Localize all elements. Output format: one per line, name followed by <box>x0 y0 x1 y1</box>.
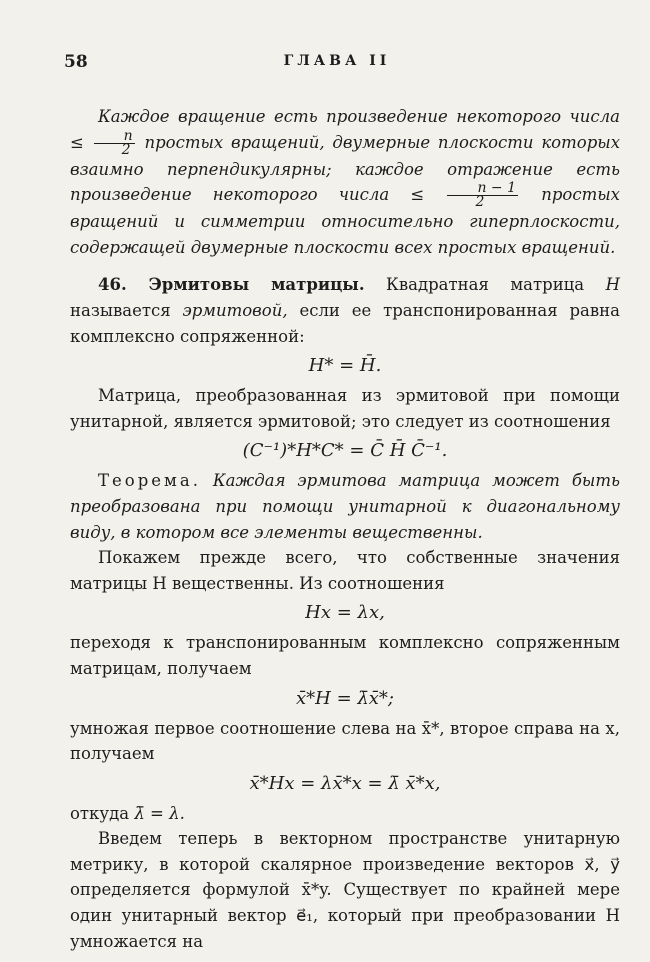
conclusion-text: откуда <box>70 803 130 823</box>
equation-product: x̄*Hx = λx̄*x = λ̄ x̄*x, <box>249 772 441 794</box>
fraction-denominator: 2 <box>121 141 131 158</box>
equation-unitary-transform: (C⁻¹)*H*C* = C̄ H̄ C̄⁻¹. <box>242 440 448 462</box>
fraction-n-minus-1-over-2 <box>447 182 518 209</box>
corollary-text-a: Каждое вращение есть произведение некоторого числа ≤ <box>70 107 620 152</box>
section-text-3: если ее транспонированная равна комплексно сопряженной: <box>70 300 621 346</box>
running-header <box>64 52 610 76</box>
proof-paragraph-2: переходя к транспонированным комплексно сопряженным матрицам, получаем <box>70 633 620 678</box>
section-46-intro <box>70 272 620 349</box>
corollary-text-b: простых вращений, двумерные плоскости которых взаимно перпендикулярны; каждое отражение есть произведение некоторого числа ≤ <box>70 132 620 205</box>
proof-conclusion <box>70 801 620 827</box>
section-text-1: Квадратная матрица <box>386 275 585 295</box>
theorem-label: Теорема. <box>98 471 201 491</box>
equation-hermitian-definition: H* = H̄. <box>308 355 382 377</box>
metric-paragraph: Введем теперь в векторном пространстве унитарную метрику, в которой скалярное произведение векторов x⃗, y⃗ определяется формулой x̄*y. Существует по крайней мере один унитарный вектор e⃗₁, который при преобразовании H умножается на <box>70 829 620 951</box>
proof-paragraph-3: умножая первое соотношение слева на x̄*, второе справа на x, получаем <box>70 718 620 764</box>
fraction-denominator: 2 <box>475 194 485 211</box>
proof-paragraph-1: Покажем прежде всего, что собственные значения матрицы H вещественны. Из соотношения <box>70 548 620 593</box>
theorem-text: Каждая эрмитова матрица может быть преобразована при помощи унитарной к диагональному виду, в котором все элементы вещественны. <box>70 471 620 542</box>
section-heading: 46. Эрмитовы матрицы. <box>98 275 365 295</box>
fraction-numerator: n <box>94 130 135 144</box>
corollary-paragraph <box>70 104 620 260</box>
equation-conjugate-transpose: x̄*H = λ̄x̄*; <box>296 687 394 709</box>
theorem-paragraph <box>70 468 620 545</box>
fraction-n-over-2 <box>94 127 135 158</box>
section-text-2: называется <box>70 300 171 320</box>
page-body <box>70 104 620 954</box>
unitary-transform-paragraph: Матрица, преобразованная из эрмитовой при помощи унитарной, является эрмитовой; это следует из соотношения <box>70 386 620 431</box>
spacer <box>70 260 620 272</box>
equation-eigenvalue: Hx = λx, <box>305 602 385 624</box>
page-number: 58 <box>64 52 88 72</box>
equation-lambda-real: λ̄ = λ. <box>134 803 185 823</box>
matrix-symbol: H <box>605 275 620 295</box>
fraction-numerator: n − 1 <box>447 182 518 196</box>
defined-term: эрмитовой, <box>182 300 288 320</box>
chapter-title: ГЛАВА II <box>283 53 391 69</box>
corollary-text-c: простых вращений и симметрии относительно гиперплоскости, содержащей двумерные плоскости всех простых вращений. <box>70 185 620 257</box>
